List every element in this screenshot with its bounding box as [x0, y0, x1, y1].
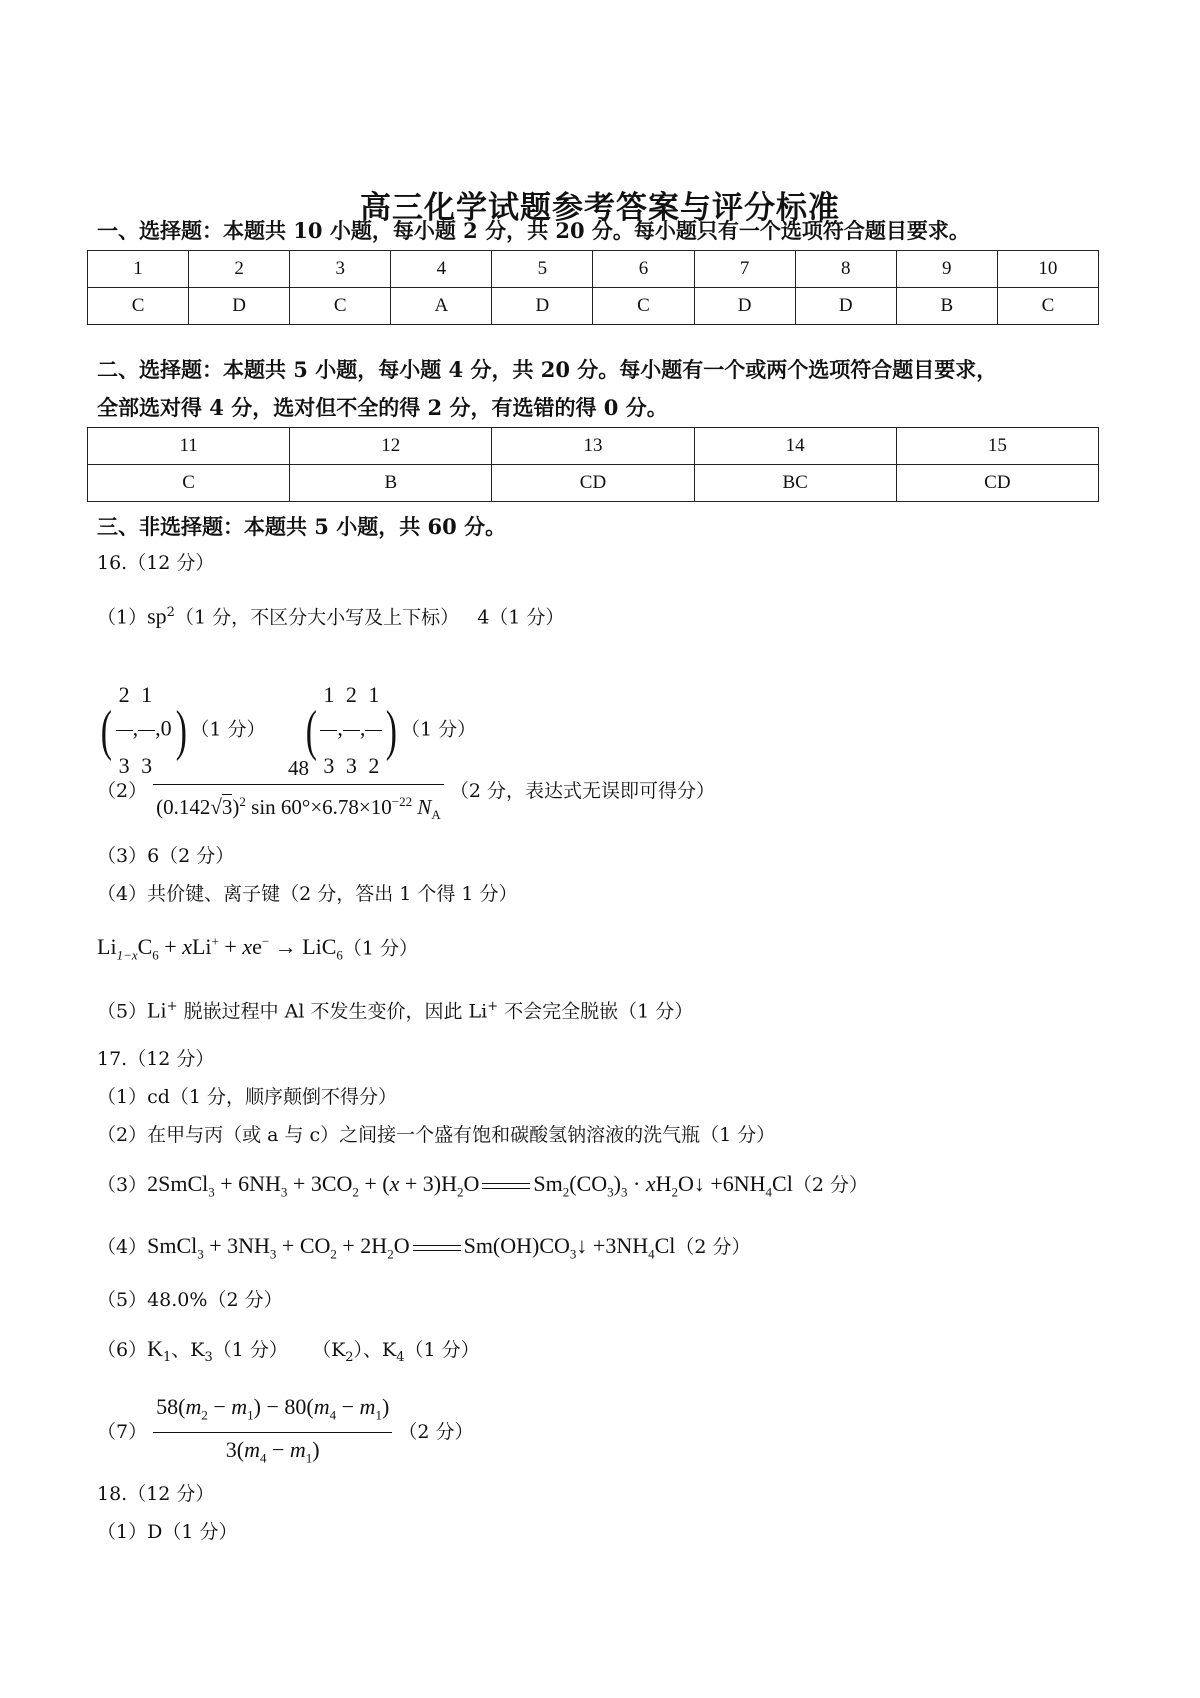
table-cell: 12 — [290, 428, 492, 465]
section1-answer-row — [88, 288, 1099, 325]
table-cell: 4 — [391, 251, 492, 288]
q16-part4: （4）共价键、离子键（2 分，答出 1 个得 1 分） — [97, 883, 518, 905]
score-note: （2 分） — [675, 1236, 751, 1258]
left-paren: ( — [305, 699, 317, 762]
q17-part7 — [97, 1390, 473, 1466]
numerator: $58(m_2 - m_1) - 80(m_4 - m_1)$ — [156, 1394, 390, 1423]
section1-number-row — [88, 251, 1099, 288]
q16-part2 — [97, 752, 715, 828]
table-cell: C — [88, 288, 189, 325]
part-label: （2） — [97, 780, 148, 803]
part-label: （4） — [97, 1236, 148, 1258]
section2-answer-row — [88, 465, 1099, 502]
table-cell: D — [492, 288, 593, 325]
q17-part2: （2）在甲与丙（或 a 与 c）之间接一个盛有饱和碳酸氢钠溶液的洗气瓶（1 分） — [97, 1124, 776, 1146]
section2-number-row — [88, 428, 1099, 465]
table-cell: 11 — [88, 428, 290, 465]
q16-header: 16.（12 分） — [97, 552, 215, 574]
score-note: （2 分） — [398, 1420, 474, 1443]
part-label: （5） — [97, 1000, 148, 1023]
part-label: （6） — [97, 1339, 148, 1361]
numerator: 48 — [287, 756, 309, 780]
q16-coordinates: ( $\frac{2}{3}$ , $\frac{1}{3}$ ,0) （1 分） ( $\frac{1}{3}$ , $\frac{2}{3}$ , $\frac{1}{2}$ ) （1 分） — [97, 660, 476, 730]
table-cell: 1 — [88, 251, 189, 288]
table-cell: 3 — [290, 251, 391, 288]
part-label: （7） — [97, 1420, 148, 1443]
table-cell: 15 — [896, 428, 1098, 465]
answer-text: 4（1 分） — [477, 606, 565, 629]
density-fraction — [153, 752, 444, 832]
section3-heading: 三、非选择题：本题共 5 小题，共 60 分。 — [97, 514, 507, 539]
score-note: （1 分） — [401, 718, 477, 741]
part-label: （1） — [97, 606, 148, 629]
fraction: $\frac{1}{3}$ — [320, 660, 337, 801]
table-cell: C — [290, 288, 391, 325]
equals-sign — [413, 1245, 461, 1251]
fraction: $\frac{1}{2}$ — [365, 660, 382, 801]
q16-part3: （3）6（2 分） — [97, 845, 235, 867]
section2-answer-table — [87, 427, 1099, 502]
fraction: $\frac{2}{3}$ — [343, 660, 360, 801]
section1-heading: 一、选择题：本题共 10 小题，每小题 2 分，共 20 分。每小题只有一个选项符合题目要求。 — [97, 218, 970, 243]
result-fraction — [153, 1390, 392, 1476]
table-cell: 2 — [189, 251, 290, 288]
score-note: （2 分） — [792, 1174, 868, 1196]
right-paren: ) — [386, 699, 398, 762]
fraction: $\frac{1}{3}$ — [138, 660, 155, 801]
table-cell: A — [391, 288, 492, 325]
table-cell: 14 — [694, 428, 896, 465]
q16-part5: （5）Li+ 脱嵌过程中 Al 不发生变价，因此 Li+ 不会完全脱嵌（1 分） — [97, 997, 694, 1023]
superscript: 2 — [166, 605, 175, 620]
table-cell: C — [997, 288, 1098, 325]
table-cell: B — [896, 288, 997, 325]
section2-heading-line2: 全部选对得 4 分，选对但不全的得 2 分，有选错的得 0 分。 — [97, 395, 668, 420]
table-cell: 9 — [896, 251, 997, 288]
table-cell: D — [694, 288, 795, 325]
q17-part3-equation: （3）2SmCl$_3$ + $6NH_3 + 3CO_2 + (x + 3)H_2O$ $Sm_2(CO_3)_3$ · $xH_2O↓ +6NH_4Cl(2$ 分） — [97, 1171, 868, 1200]
table-cell: 10 — [997, 251, 1098, 288]
coord-value: 0 — [160, 715, 172, 741]
q17-part1: （1）cd（1 分，顺序颠倒不得分） — [97, 1086, 398, 1108]
q16-part1 — [97, 599, 564, 631]
q17-part5: （5）48.0%（2 分） — [97, 1289, 283, 1311]
score-note: （2 分，表达式无误即可得分） — [449, 780, 715, 803]
part-label: （3） — [97, 1174, 148, 1196]
q18-part1: （1）D（1 分） — [97, 1521, 238, 1543]
q17-part4-equation: （4）SmCl$_3$ + $3NH_3 + CO_2 + 2H_2O$ $Sm(OH)CO_3↓ +3NH_4Cl(2$ 分） — [97, 1233, 751, 1262]
denominator: $(0.142√3)^2$ $\sin 60^\circ\times 6.78\times 10^{-22}$ $N_A$ — [153, 784, 444, 832]
table-cell: C — [593, 288, 694, 325]
table-cell: B — [290, 465, 492, 502]
right-paren: ) — [175, 699, 187, 762]
page-title: 高三化学试题参考答案与评分标准 — [360, 190, 840, 226]
score-note: （1 分，不区分大小写及上下标） — [174, 606, 460, 629]
table-cell: CD — [896, 465, 1098, 502]
q17-part6: $(6)K_1$、$K_3(1$ 分） $(K_2)$、$K_4(1$ 分） — [97, 1336, 480, 1365]
fraction: $\frac{2}{3}$ — [116, 660, 133, 801]
table-cell: 8 — [795, 251, 896, 288]
table-cell: 7 — [694, 251, 795, 288]
section2-heading-line1: 二、选择题：本题共 5 小题，每小题 4 分，共 20 分。每小题有一个或两个选项符合题目要求， — [97, 357, 998, 382]
table-cell: CD — [492, 465, 694, 502]
q17-header: 17.（12 分） — [97, 1048, 215, 1070]
score-note: （1 分） — [342, 937, 419, 960]
equals-sign — [482, 1183, 530, 1189]
table-cell: 6 — [593, 251, 694, 288]
section1-answer-table — [87, 250, 1099, 325]
q16-part4-equation: $Li_{1-x}C_6 + xLi^+ + xe^- \to LiC_6(1$ 分） — [97, 934, 419, 963]
table-cell: BC — [694, 465, 896, 502]
table-cell: 5 — [492, 251, 593, 288]
score-note: （1 分） — [190, 718, 266, 741]
q18-header: 18.（12 分） — [97, 1483, 215, 1505]
table-cell: D — [189, 288, 290, 325]
table-cell: 13 — [492, 428, 694, 465]
left-paren: ( — [100, 699, 112, 762]
hybridization: sp — [147, 603, 167, 629]
denominator: $3(m_4 - m_1)$ — [153, 1432, 392, 1475]
table-cell: C — [88, 465, 290, 502]
table-cell: D — [795, 288, 896, 325]
